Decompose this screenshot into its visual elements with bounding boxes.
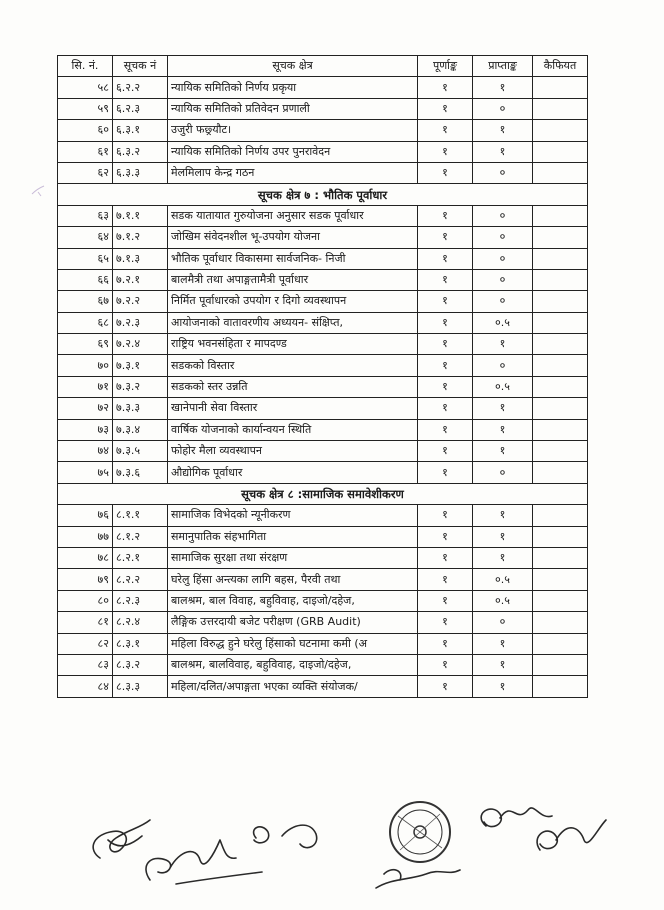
table-body-section-6 [58,77,588,184]
table-row [58,462,588,483]
serial-number-cell: ७३ [58,419,113,440]
table-row [58,227,588,248]
table-row [58,376,588,397]
table-row [58,398,588,419]
serial-number-cell: ८१ [58,612,113,633]
header-obtained-marks: प्राप्ताङ्क [473,56,533,77]
obtained-marks-cell: ० [473,355,533,376]
remarks-cell [533,205,588,226]
indicator-number-cell: ७.२.३ [113,312,168,333]
table-row [58,569,588,590]
full-marks-cell: १ [418,205,473,226]
indicator-area-cell: घरेलु हिंसा अन्त्यका लागि बहस, पैरवी तथा [168,569,418,590]
remarks-cell [533,141,588,162]
full-marks-cell: १ [418,612,473,633]
indicator-number-cell: ६.२.३ [113,98,168,119]
table-header-row [58,56,588,77]
indicator-area-cell: महिला विरुद्ध हुने घरेलु हिंसाको घटनामा कमी (अ [168,633,418,654]
table-row [58,612,588,633]
obtained-marks-cell: १ [473,419,533,440]
handwritten-signature-icon [537,820,606,850]
handwritten-signature-icon [93,820,150,858]
table-row [58,633,588,654]
full-marks-cell: १ [418,291,473,312]
indicator-score-table [57,55,588,698]
obtained-marks-cell: १ [473,398,533,419]
remarks-cell [533,269,588,290]
obtained-marks-cell: १ [473,633,533,654]
serial-number-cell: ५९ [58,98,113,119]
handwritten-signature-icon [254,825,317,848]
full-marks-cell: १ [418,441,473,462]
remarks-cell [533,526,588,547]
indicator-number-cell: ८.२.२ [113,569,168,590]
indicator-area-cell: फोहोर मैला व्यवस्थापन [168,441,418,462]
indicator-number-cell: ७.२.२ [113,291,168,312]
full-marks-cell: १ [418,141,473,162]
indicator-area-cell: सडकको स्तर उन्नति [168,376,418,397]
full-marks-cell: १ [418,227,473,248]
obtained-marks-cell: ० [473,612,533,633]
remarks-cell [533,248,588,269]
indicator-number-cell: ७.२.१ [113,269,168,290]
remarks-cell [533,654,588,675]
indicator-area-cell: औद्योगिक पूर्वाधार [168,462,418,483]
obtained-marks-cell: १ [473,505,533,526]
serial-number-cell: ७० [58,355,113,376]
indicator-number-cell: ८.३.३ [113,676,168,697]
indicator-area-cell: भौतिक पूर्वाधार विकासमा सार्वजनिक- निजी [168,248,418,269]
obtained-marks-cell: १ [473,441,533,462]
indicator-area-cell: बालश्रम, बालविवाह, बहुविवाह, दाइजो/दहेज, [168,654,418,675]
indicator-area-cell: आयोजनाको वातावरणीय अध्ययन- संक्षिप्त, [168,312,418,333]
indicator-number-cell: ६.३.१ [113,120,168,141]
handwritten-signature-icon [146,840,262,884]
obtained-marks-cell: ०.५ [473,569,533,590]
serial-number-cell: ७८ [58,547,113,568]
obtained-marks-cell: ० [473,248,533,269]
table-row [58,120,588,141]
official-seal-icon [390,802,450,862]
remarks-cell [533,77,588,98]
table-row [58,590,588,611]
indicator-area-cell: बालश्रम, बाल विवाह, बहुविवाह, दाइजो/दहेज, [168,590,418,611]
remarks-cell [533,334,588,355]
table-row [58,98,588,119]
indicator-number-cell: ७.३.३ [113,398,168,419]
indicator-area-cell: जोखिम संवेदनशील भू-उपयोग योजना [168,227,418,248]
indicator-area-cell: सडकको विस्तार [168,355,418,376]
table-row [58,676,588,697]
serial-number-cell: ८४ [58,676,113,697]
serial-number-cell: ६६ [58,269,113,290]
full-marks-cell: १ [418,269,473,290]
indicator-area-cell: सामाजिक विभेदको न्यूनीकरण [168,505,418,526]
indicator-area-cell: वार्षिक योजनाको कार्यान्वयन स्थिति [168,419,418,440]
obtained-marks-cell: १ [473,141,533,162]
signatures-area [0,780,664,910]
table-row [58,248,588,269]
serial-number-cell: ६० [58,120,113,141]
indicator-number-cell: ८.३.१ [113,633,168,654]
indicator-number-cell: ८.१.१ [113,505,168,526]
remarks-cell [533,98,588,119]
table-row [58,334,588,355]
serial-number-cell: ६७ [58,291,113,312]
serial-number-cell: ७२ [58,398,113,419]
section-7-header [58,184,588,205]
obtained-marks-cell: ०.५ [473,590,533,611]
serial-number-cell: ७६ [58,505,113,526]
serial-number-cell: ८३ [58,654,113,675]
indicator-number-cell: ८.२.१ [113,547,168,568]
obtained-marks-cell: १ [473,77,533,98]
indicator-number-cell: ७.१.१ [113,205,168,226]
handwritten-signature-icon [481,808,552,827]
section-8-title: सूचक क्षेत्र ८ :सामाजिक समावेशीकरण [58,483,588,504]
remarks-cell [533,441,588,462]
remarks-cell [533,547,588,568]
indicator-area-cell: मेलमिलाप केन्द्र गठन [168,162,418,183]
remarks-cell [533,398,588,419]
serial-number-cell: ७४ [58,441,113,462]
header-serial-number: सि. नं. [58,56,113,77]
remarks-cell [533,162,588,183]
section-8-header [58,483,588,504]
obtained-marks-cell: ० [473,98,533,119]
serial-number-cell: ७१ [58,376,113,397]
indicator-number-cell: ७.१.३ [113,248,168,269]
full-marks-cell: १ [418,98,473,119]
obtained-marks-cell: ०.५ [473,376,533,397]
table-row [58,419,588,440]
indicator-number-cell: ७.३.२ [113,376,168,397]
indicator-number-cell: ७.३.५ [113,441,168,462]
serial-number-cell: ७९ [58,569,113,590]
remarks-cell [533,590,588,611]
header-indicator-number: सूचक नं [113,56,168,77]
remarks-cell [533,291,588,312]
serial-number-cell: ६१ [58,141,113,162]
serial-number-cell: ७७ [58,526,113,547]
obtained-marks-cell: ० [473,269,533,290]
obtained-marks-cell: ० [473,227,533,248]
serial-number-cell: ८२ [58,633,113,654]
obtained-marks-cell: ०.५ [473,312,533,333]
full-marks-cell: १ [418,505,473,526]
table-row [58,441,588,462]
remarks-cell [533,120,588,141]
table-row [58,205,588,226]
full-marks-cell: १ [418,547,473,568]
full-marks-cell: १ [418,355,473,376]
full-marks-cell: १ [418,376,473,397]
table-row [58,505,588,526]
indicator-number-cell: ६.३.२ [113,141,168,162]
serial-number-cell: ६३ [58,205,113,226]
table-row [58,291,588,312]
full-marks-cell: १ [418,312,473,333]
serial-number-cell: ६५ [58,248,113,269]
indicator-area-cell: समानुपातिक संहभागिता [168,526,418,547]
table-row [58,269,588,290]
full-marks-cell: १ [418,462,473,483]
remarks-cell [533,355,588,376]
table-row [58,162,588,183]
indicator-number-cell: ८.२.४ [113,612,168,633]
obtained-marks-cell: १ [473,676,533,697]
remarks-cell [533,462,588,483]
full-marks-cell: १ [418,590,473,611]
indicator-area-cell: सडक यातायात गुरुयोजना अनुसार सडक पूर्वाधार [168,205,418,226]
table-row [58,547,588,568]
indicator-area-cell: लैङ्गिक उत्तरदायी बजेट परीक्षण (GRB Audit) [168,612,418,633]
header-full-marks: पूर्णाङ्क [418,56,473,77]
indicator-number-cell: ६.३.३ [113,162,168,183]
obtained-marks-cell: ० [473,291,533,312]
full-marks-cell: १ [418,334,473,355]
indicator-number-cell: ८.२.३ [113,590,168,611]
remarks-cell [533,633,588,654]
full-marks-cell: १ [418,419,473,440]
full-marks-cell: १ [418,569,473,590]
remarks-cell [533,376,588,397]
obtained-marks-cell: ० [473,162,533,183]
remarks-cell [533,612,588,633]
table-row [58,141,588,162]
handwritten-signature-icon [376,870,460,888]
serial-number-cell: ५८ [58,77,113,98]
indicator-area-cell: महिला/दलित/अपाङ्गता भएका व्यक्ति संयोजक/ [168,676,418,697]
table-row [58,355,588,376]
indicator-number-cell: ७.३.४ [113,419,168,440]
table-body-section-8 [58,505,588,698]
serial-number-cell: ६२ [58,162,113,183]
full-marks-cell: १ [418,676,473,697]
table-row [58,312,588,333]
header-indicator-area: सूचक क्षेत्र [168,56,418,77]
indicator-number-cell: ६.२.२ [113,77,168,98]
full-marks-cell: १ [418,526,473,547]
obtained-marks-cell: १ [473,526,533,547]
indicator-number-cell: ७.१.२ [113,227,168,248]
indicator-area-cell: राष्ट्रिय भवनसंहिता र मापदण्ड [168,334,418,355]
full-marks-cell: १ [418,162,473,183]
section-7-title: सूचक क्षेत्र ७ : भौतिक पूर्वाधार [58,184,588,205]
indicator-area-cell: न्यायिक समितिको निर्णय प्रकृया [168,77,418,98]
margin-pen-mark-icon [30,180,50,200]
table-body-section-7 [58,205,588,483]
indicator-number-cell: ८.३.२ [113,654,168,675]
indicator-number-cell: ७.३.१ [113,355,168,376]
table-row [58,77,588,98]
remarks-cell [533,227,588,248]
obtained-marks-cell: १ [473,654,533,675]
section-title-row [58,184,588,205]
full-marks-cell: १ [418,633,473,654]
obtained-marks-cell: ० [473,205,533,226]
indicator-area-cell: खानेपानी सेवा विस्तार [168,398,418,419]
section-title-row [58,483,588,504]
full-marks-cell: १ [418,77,473,98]
indicator-area-cell: सामाजिक सुरक्षा तथा संरक्षण [168,547,418,568]
remarks-cell [533,312,588,333]
remarks-cell [533,569,588,590]
indicator-area-cell: न्यायिक समितिको प्रतिवेदन प्रणाली [168,98,418,119]
remarks-cell [533,419,588,440]
obtained-marks-cell: १ [473,547,533,568]
obtained-marks-cell: ० [473,462,533,483]
full-marks-cell: १ [418,120,473,141]
indicator-area-cell: निर्मित पूर्वाधारको उपयोग र दिगो व्यवस्थापन [168,291,418,312]
header-remarks: कैफियत [533,56,588,77]
obtained-marks-cell: १ [473,334,533,355]
serial-number-cell: ७५ [58,462,113,483]
serial-number-cell: ६९ [58,334,113,355]
serial-number-cell: ६४ [58,227,113,248]
indicator-area-cell: उजुरी फछ्र्यौट। [168,120,418,141]
remarks-cell [533,505,588,526]
indicator-number-cell: ८.१.२ [113,526,168,547]
full-marks-cell: १ [418,398,473,419]
serial-number-cell: ८० [58,590,113,611]
obtained-marks-cell: १ [473,120,533,141]
table-row [58,526,588,547]
indicator-number-cell: ७.३.६ [113,462,168,483]
full-marks-cell: १ [418,654,473,675]
indicator-area-cell: न्यायिक समितिको निर्णय उपर पुनरावेदन [168,141,418,162]
table-row [58,654,588,675]
full-marks-cell: १ [418,248,473,269]
indicator-area-cell: बालमैत्री तथा अपाङ्गतामैत्री पूर्वाधार [168,269,418,290]
indicator-number-cell: ७.२.४ [113,334,168,355]
serial-number-cell: ६८ [58,312,113,333]
remarks-cell [533,676,588,697]
